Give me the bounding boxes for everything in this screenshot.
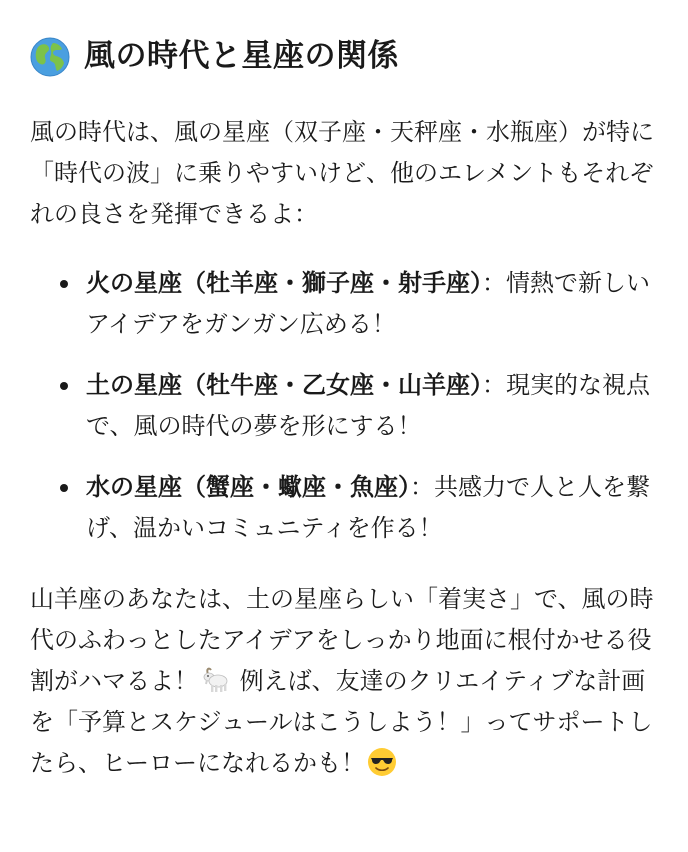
goat-emoji-icon xyxy=(200,665,230,695)
list-item-text: ：共感力で人と人を繋げ、温かいコミュニティを作る！ xyxy=(86,473,650,542)
list-item-title: 火の星座（牡羊座・獅子座・射手座） xyxy=(86,269,482,297)
element-list xyxy=(30,263,662,549)
bullet-dot xyxy=(60,382,68,390)
list-item-earth xyxy=(30,365,662,447)
section-heading xyxy=(30,26,662,88)
list-item-title: 土の星座（牡牛座・乙女座・山羊座） xyxy=(86,371,482,399)
bullet-dot xyxy=(60,484,68,492)
closing-text-2: 例えば、友達のクリエイティブな計画を「予算とスケジュールはこうしよう！」ってサポートしたら、ヒーローになれるかも！ xyxy=(30,667,653,777)
list-item-water xyxy=(30,467,662,549)
bullet-dot xyxy=(60,280,68,288)
list-item-fire xyxy=(30,263,662,345)
intro-paragraph: 風の時代は、風の星座（双子座・天秤座・水瓶座）が特に「時代の波」に乗りやすいけど、他のエレメントもそれぞれの良さを発揮できるよ： xyxy=(30,118,654,228)
list-item-text: ：情熱で新しいアイデアをガンガン広める！ xyxy=(86,269,650,338)
closing-text-1: 山羊座のあなたは、土の星座らしい「着実さ」で、風の時代のふわっとしたアイデアをしっかり地面に根付かせる役割がハマるよ！ xyxy=(30,585,654,695)
globe-icon xyxy=(30,37,70,77)
list-item-text: ：現実的な視点で、風の時代の夢を形にする！ xyxy=(86,371,650,440)
list-item-title: 水の星座（蟹座・蠍座・魚座） xyxy=(86,473,410,501)
section-title: 風の時代と星座の関係 xyxy=(84,38,399,75)
sunglasses-face-emoji-icon xyxy=(367,747,397,777)
closing-paragraph xyxy=(30,579,662,784)
